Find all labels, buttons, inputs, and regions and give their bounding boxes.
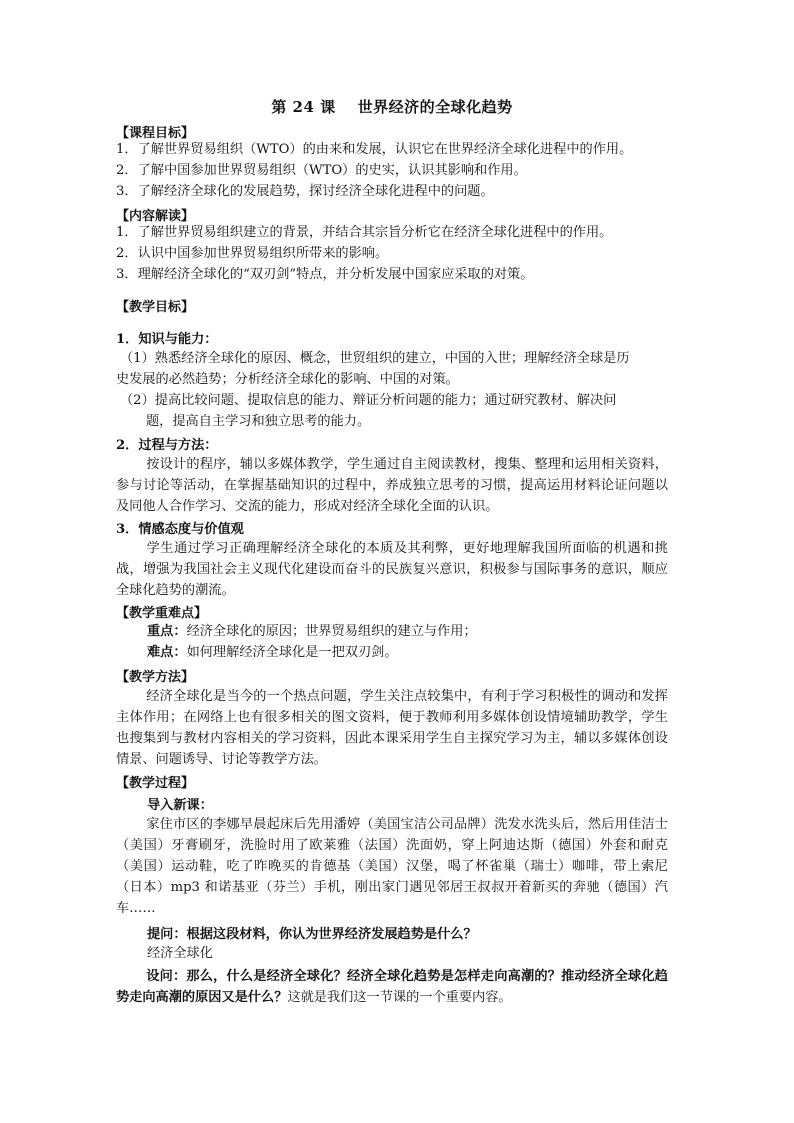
lesson-title <box>116 96 668 117</box>
course-goal-heading: 【课程目标】 <box>116 126 195 141</box>
key-points-heading: 【教学重难点】 <box>116 606 208 621</box>
knowledge-line: 史发展的必然趋势；分析经济全球化的影响、中国的对策。 <box>116 372 459 387</box>
course-goal-item: 3．了解经济全球化的发展趋势，探讨经济全球化进程中的问题。 <box>116 184 494 199</box>
knowledge-line: （1）熟悉经济全球化的原因、概念，世贸组织的建立，中国的入世；理解经济全球是历 <box>120 351 630 366</box>
answer-1: 经济全球化 <box>147 946 213 961</box>
key-point-line: 重点：经济全球化的原因；世界贸易组织的建立与作用； <box>147 624 477 639</box>
difficult-point-line: 难点：如何理解经济全球化是一把双刃剑。 <box>147 645 398 660</box>
course-goal-item: 1．了解世界贸易组织（WTO）的由来和发展，认识它在世界经济全球化进程中的作用。 <box>116 142 633 157</box>
content-item: 2．认识中国参加世界贸易组织所带来的影响。 <box>116 246 389 261</box>
intro-text: 家住市区的李娜早晨起床后先用潘婷（美国宝洁公司品牌）洗发水洗头后，然后用佳洁士（美国）牙膏刷牙，洗脸时用了欧莱雅（法国）洗面奶，穿上阿迪达斯（德国）外套和耐克（美国）运动鞋，吃了昨晚买的肯德基（美国）汉堡，喝了杯雀巢（瑞士）咖啡，带上索尼（日本）mp3 和诺基亚（芬兰）手机，刚出家门遇见邻居王叔叔开着新买的奔驰（德国）汽车…… <box>116 817 668 916</box>
intro-heading: 导入新课： <box>147 798 213 813</box>
teaching-goal-heading: 【教学目标】 <box>116 300 195 315</box>
method-text: 经济全球化是当今的一个热点问题，学生关注点较集中，有利于学习积极性的调动和发挥主体作用；在网络上也有很多相关的图文资料，便于教师利用多媒体创设情境辅助教学，学生也搜集到与教材内容相关的学习资料，因此本课采用学生自主探究学习为主，辅以多媒体创设情景、问题诱导、讨论等教学方法。 <box>116 689 668 767</box>
question-1: 提问：根据这段材料，你认为世界经济发展趋势是什么？ <box>147 927 477 942</box>
method-heading: 【教学方法】 <box>116 670 195 685</box>
emotion-text: 学生通过学习正确理解经济全球化的本质及其利弊，更好地理解我国所面临的机遇和挑战，增强为我国社会主义现代化建设而奋斗的民族复兴意识，积极参与国际事务的意识，顺应全球化趋势的潮流。 <box>116 541 668 598</box>
lesson-number: 第 24 课 <box>271 98 336 116</box>
process-method-text: 按设计的程序，辅以多媒体教学，学生通过自主阅读教材，搜集、整理和运用相关资料，参与讨论等活动，在掌握基础知识的过程中，养成独立思考的习惯，提高运用材料论证问题以及同他人合作学习、交流的能力，形成对经济全球化全面的认识。 <box>116 457 668 514</box>
content-item: 1．了解世界贸易组织建立的背景，并结合其宗旨分析它在经济全球化进程中的作用。 <box>116 225 613 240</box>
course-goal-item: 2．了解中国参加世界贸易组织（WTO）的史实，认识其影响和作用。 <box>116 163 527 178</box>
emotion-heading: 3．情感态度与价值观 <box>116 522 244 537</box>
knowledge-heading: 1．知识与能力： <box>116 332 218 347</box>
knowledge-line: （2）提高比较问题、提取信息的能力、辩证分析问题的能力；通过研究教材、解决问 <box>120 393 617 408</box>
question-2: 设问：那么，什么是经济全球化？经济全球化趋势是怎样走向高潮的？推动经济全球化趋势走向高潮的原因又是什么？这就是我们这一节课的一个重要内容。 <box>116 969 668 1005</box>
lesson-name: 世界经济的全球化趋势 <box>357 98 513 116</box>
knowledge-line: 题，提高自主学习和独立思考的能力。 <box>146 414 371 429</box>
process-method-heading: 2．过程与方法： <box>116 438 218 453</box>
content-item: 3．理解经济全球化的“双刃剑”特点，并分析发展中国家应采取的对策。 <box>116 267 534 282</box>
process-heading: 【教学过程】 <box>116 776 195 791</box>
content-heading: 【内容解读】 <box>116 209 195 224</box>
